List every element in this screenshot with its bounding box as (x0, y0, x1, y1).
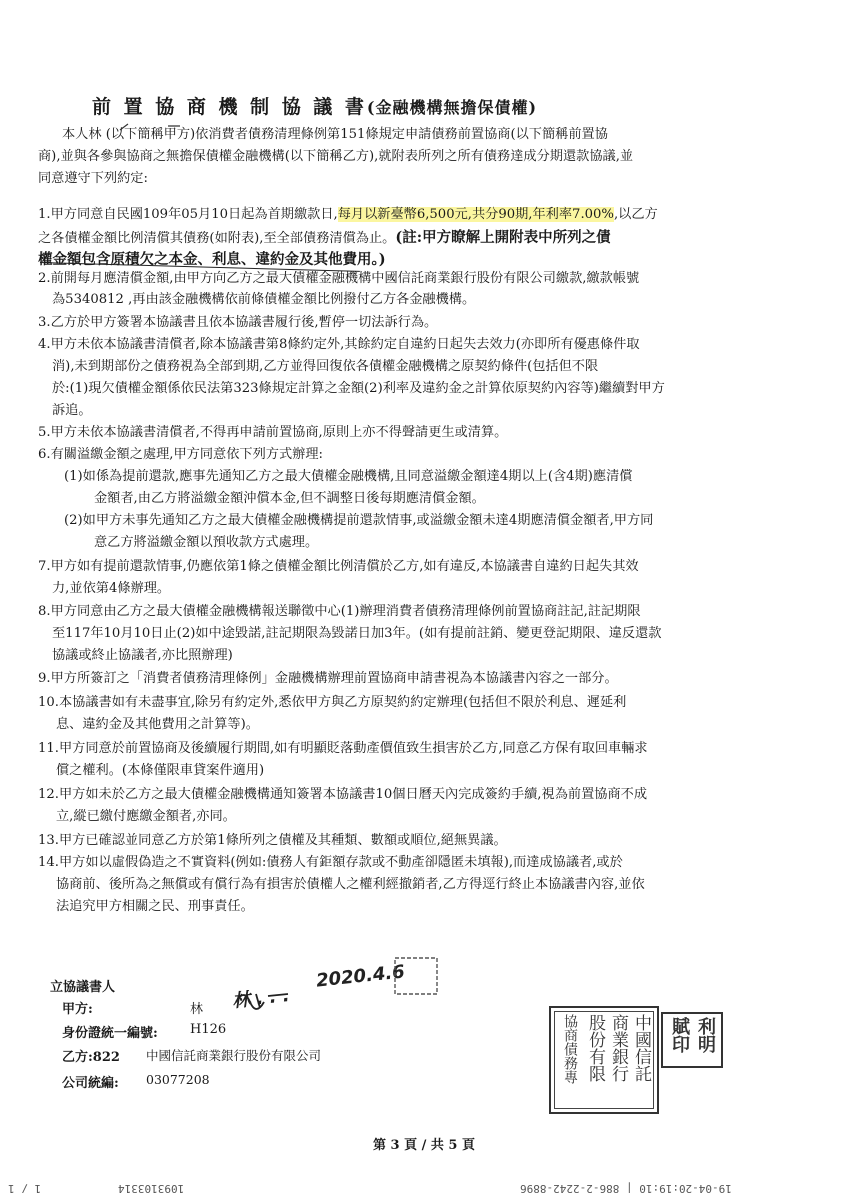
clause-line: 協議或終止協議者,亦比照辦理) (52, 648, 233, 663)
clause-line: 3.乙方於甲方簽署本協議書且依本協議書履行後,暫停一切法訴行為。 (38, 315, 438, 330)
clause-line: 金額者,由乙方將溢繳金額沖償本金,但不調整日後每期應清償金額。 (94, 491, 485, 506)
clause-line: 於:(1)現欠債權金額係依民法第323條規定計算之金額(2)利率及違約金之計算依原契約內容等)繼續對甲方 (52, 381, 665, 396)
payment-terms-highlight: 每月以新臺幣6,500元,共分90期,年利率7.00% (337, 207, 614, 222)
clause-1-text: 之各債權金額比例清償其債務(如附表),至全部債務清償為止。 (38, 231, 396, 246)
clause-1-line-2 (38, 227, 611, 250)
handwritten-date: 2020.4.6 (315, 961, 406, 992)
intro-line: 同意遵守下列約定: (38, 171, 148, 186)
handwritten-signature: 林 . . . (231, 985, 291, 1012)
party-a-label: 甲方: (62, 1002, 93, 1017)
clause-line: 7.甲方如有提前還款情事,仍應依第1條之債權金額比例清償於乙方,如有違反,本協議書自違約日起失其效 (38, 559, 639, 574)
bank-seal (549, 1006, 659, 1114)
clause-line: 立,縱已繳付應繳金額者,亦同。 (56, 809, 236, 824)
fax-header-strip (0, 1178, 848, 1200)
clause-line: 11.甲方同意於前置協商及後續履行期間,如有明顯貶落動產價值致生損害於乙方,同意乙方保有取回車輛求 (38, 741, 648, 756)
party-a-name: 林 (190, 1002, 204, 1017)
fax-timestamp: 19-04-20:19:10 | 886-2-2242-8896 (520, 1182, 732, 1195)
intro-line: 本人林 (以下簡稱甲方)依消費者債務清理條例第151條規定申請債務前置協商(以下簡稱前置協 (62, 127, 608, 142)
clause-line: 償之權利。(本條僅限車貸案件適用) (56, 763, 265, 778)
party-b-label: 乙方:822 (62, 1050, 120, 1065)
personal-seal (661, 1012, 723, 1068)
clause-line: 2.前開每月應清償金額,由甲方向乙方之最大債權金融機構中國信託商業銀行股份有限公司繳款,繳款帳號 (38, 271, 640, 286)
clause-line: 訴追。 (52, 403, 92, 418)
clause-line: 協商前、後所為之無償或有償行為有損害於債權人之權利經撤銷者,乙方得逕行終止本協議書內容,並依 (56, 877, 645, 892)
page-number: 第 3 頁 / 共 5 頁 (373, 1138, 475, 1153)
clause-line: 力,並依第4條辦理。 (52, 581, 171, 596)
clause-line: 13.甲方已確認並同意乙方於第1條所列之債權及其種類、數額或順位,絕無異議。 (38, 833, 507, 848)
clause-line: 意乙方將溢繳金額以預收款方式處理。 (94, 535, 319, 550)
clause-1-line-1 (38, 204, 658, 226)
clause-line: 息、違約金及其他費用之計算等)。 (56, 717, 259, 732)
intro-line: 商),並與各參與協商之無擔保債權金融機構(以下簡稱乙方),就附表所列之所有債務達成分期還款協議,並 (38, 149, 634, 164)
party-b-name: 中國信託商業銀行股份有限公司 (146, 1048, 322, 1063)
clause-1-note-line: 權金額包含原積欠之本金、利息、違約金及其他費用。) (38, 251, 386, 268)
clause-line: 至117年10月10日止(2)如中途毀諾,註記期限為毀諾日加3年。(如有提前註銷、變更登記期限、違反還款 (52, 626, 662, 641)
clause-line: 為5340812 ,再由該金融機構依前條債權金額比例撥付乙方各金融機構。 (52, 292, 476, 307)
company-number-label: 公司統編: (62, 1076, 119, 1091)
clause-line: 4.甲方未依本協議書清償者,除本協議書第8條約定外,其餘約定自違約日起失去效力(亦即所有優惠條件取 (38, 337, 640, 352)
seal-text: 商業銀行 (608, 1014, 628, 1082)
clause-1-text: 1.甲方同意自民國109年05月10日起為首期繳款日, (38, 207, 338, 222)
id-number-label: 身份證統一編號: (62, 1026, 158, 1041)
clause-1-note: (註:甲方瞭解上開附表中所列之債 (395, 229, 611, 246)
clause-line: 8.甲方同意由乙方之最大債權金融機構報送聯徵中心(1)辦理消費者債務清理條例前置協商註記,註記期限 (38, 604, 641, 619)
title-sub: (金融機構無擔保債權) (366, 98, 538, 117)
seal-text: 利明 (695, 1017, 716, 1053)
fax-page-marker: 1 / 1 (8, 1182, 42, 1195)
clause-line: 5.甲方未依本協議書清償者,不得再申請前置協商,原則上亦不得聲請更生或清算。 (38, 425, 508, 440)
clause-line: 6.有關溢繳金額之處理,甲方同意依下列方式辦理: (38, 447, 323, 462)
clause-1-text: ,以乙方 (613, 207, 658, 222)
company-number-value: 03077208 (146, 1072, 210, 1087)
clause-line: 消),未到期部份之債務視為全部到期,乙方並得回復依各債權金融機構之原契約條件(包括但不限 (52, 359, 599, 374)
clause-line: 14.甲方如以虛假偽造之不實資料(例如:債務人有鉅額存款或不動產卻隱匿未填報),而達成協議者,或於 (38, 855, 623, 870)
seal-text: 賦印 (669, 1017, 690, 1053)
title-main: 前 置 協 商 機 制 協 議 書 (92, 96, 367, 118)
clause-line: 9.甲方所簽訂之「消費者債務清理條例」金融機構辦理前置協商申請書視為本協議書內容之一部分。 (38, 671, 618, 686)
signatories-heading: 立協議書人 (50, 980, 116, 995)
fax-id: 1093103314 (118, 1182, 185, 1195)
clause-line: 法追究甲方相關之民、刑事責任。 (56, 899, 254, 914)
signature-text: 林 (231, 989, 252, 1012)
clause-line: (2)如甲方未事先通知乙方之最大債權金融機構提前還款情事,或溢繳金額未達4期應清償金額者,甲方同 (64, 513, 654, 528)
document-title (92, 92, 732, 119)
seal-text: 股份有限 (585, 1014, 605, 1082)
clause-line: 12.甲方如未於乙方之最大債權金融機構通知簽署本協議書10個日曆天內完成簽約手續,視為前置協商不成 (38, 787, 648, 802)
seal-text: 中國信託 (631, 1014, 651, 1082)
id-number-value: H126 (190, 1022, 227, 1037)
clause-line: 10.本協議書如有未盡事宜,除另有約定外,悉依甲方與乙方原契約約定辦理(包括但不限於利息、遲延利 (38, 695, 627, 710)
clause-line: (1)如係為提前還款,應事先通知乙方之最大債權金融機構,且同意溢繳金額達4期以上(含4期)應清償 (64, 469, 633, 484)
seal-text: 協商債務專 (562, 1014, 578, 1084)
